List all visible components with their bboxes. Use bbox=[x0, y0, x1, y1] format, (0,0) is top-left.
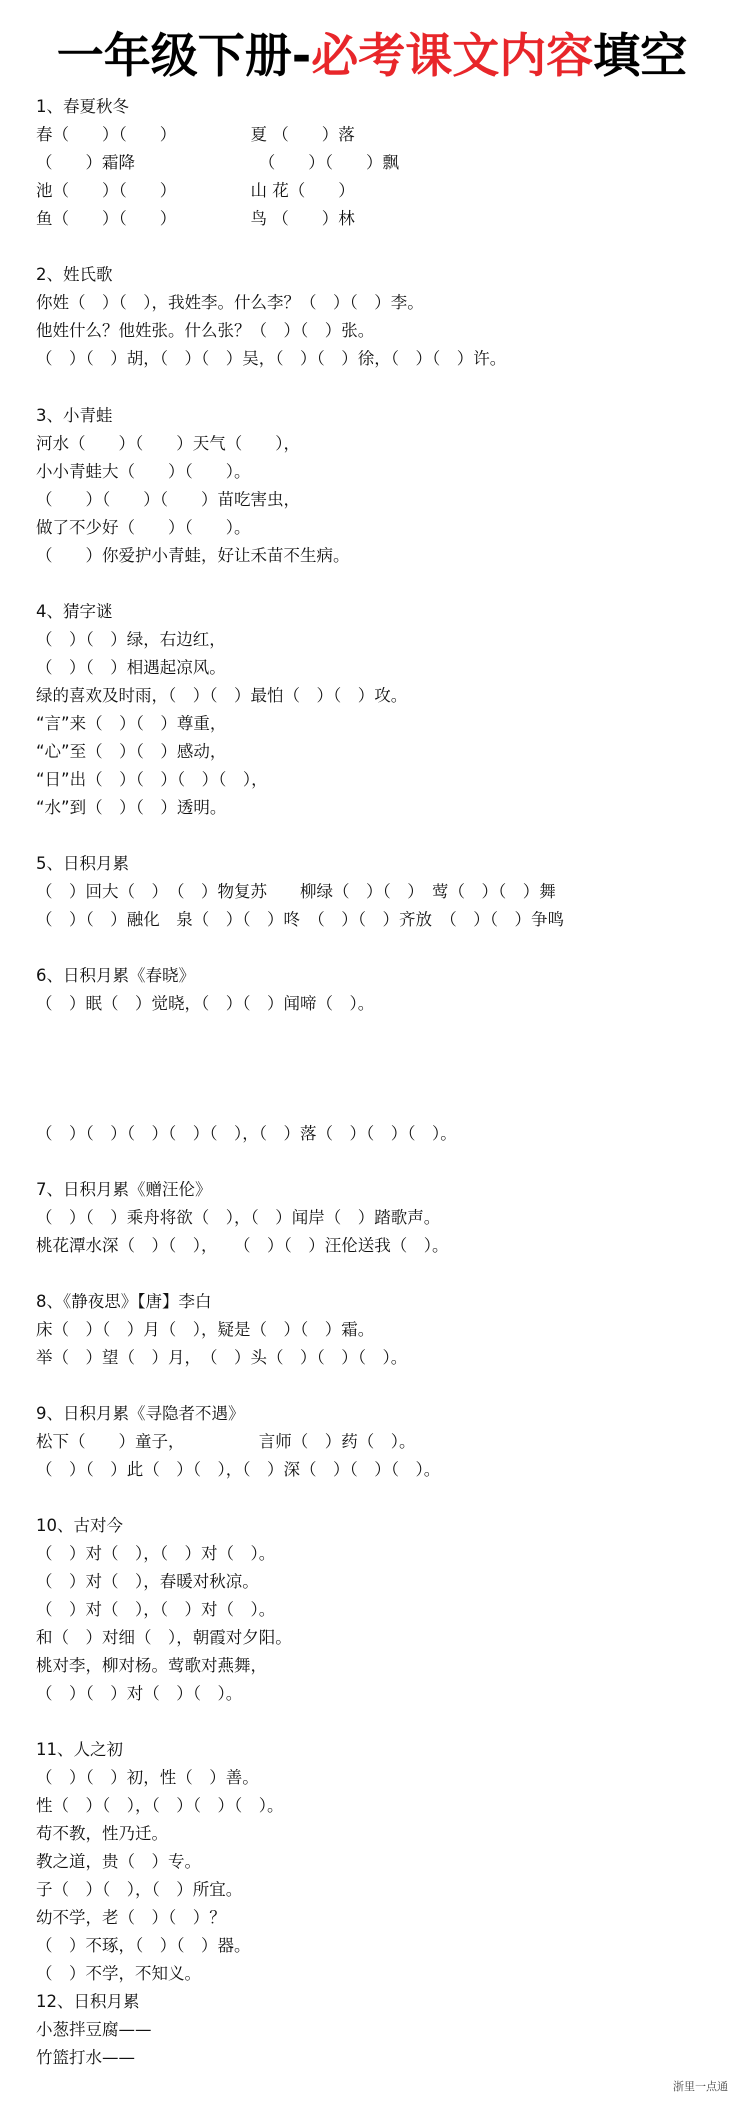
fill-line: （ ）眠（ ）觉晓，（ ）（ ）闻啼（ ）。 bbox=[36, 994, 375, 1013]
fill-line: 小小青蛙大（ ）（ ）。 bbox=[36, 462, 251, 481]
section-heading: 8、《静夜思》【唐】李白 bbox=[36, 1292, 212, 1311]
fill-line: 绿的喜欢及时雨，（ ）（ ）最怕（ ）（ ）攻。 bbox=[36, 686, 408, 705]
section-heading: 3、小青蛙 bbox=[36, 406, 113, 425]
fill-line: 池（ ）（ ） 山 花（ ） bbox=[36, 181, 355, 200]
fill-line: （ ）（ ）对（ ）（ ）。 bbox=[36, 1684, 243, 1703]
fill-line: 你姓（ ）（ ），我姓李。什么李？（ ）（ ）李。 bbox=[36, 293, 424, 312]
section-heading: 6、日积月累《春晓》 bbox=[36, 966, 195, 985]
fill-line: 做了不少好（ ）（ ）。 bbox=[36, 518, 251, 537]
fill-line: （ ）（ ）融化 泉（ ）（ ）咚 （ ）（ ）齐放 （ ）（ ）争鸣 bbox=[36, 910, 564, 929]
fill-line: （ ）（ ）（ ）苗吃害虫， bbox=[36, 490, 300, 509]
fill-line: （ ）（ ）相遇起凉风。 bbox=[36, 658, 226, 677]
fill-line: （ ）（ ）（ ）（ ）（ ），（ ）落（ ）（ ）（ ）。 bbox=[36, 1124, 457, 1143]
fill-line: （ ）（ ）初，性（ ）善。 bbox=[36, 1768, 259, 1787]
fill-line: 教之道，贵（ ）专。 bbox=[36, 1852, 201, 1871]
fill-line: 性（ ）（ ），（ ）（ ）（ ）。 bbox=[36, 1796, 284, 1815]
fill-line: “言”来（ ）（ ）尊重， bbox=[36, 714, 227, 733]
fill-line: （ ）（ ）胡，（ ）（ ）吴，（ ）（ ）徐，（ ）（ ）许。 bbox=[36, 349, 507, 368]
fill-line: 子（ ）（ ），（ ）所宜。 bbox=[36, 1880, 243, 1899]
title-part-fill: 填空 bbox=[593, 29, 688, 84]
page-title bbox=[0, 22, 744, 92]
fill-line: 苟不教，性乃迁。 bbox=[36, 1824, 168, 1843]
fill-line: （ ）对（ ），（ ）对（ ）。 bbox=[36, 1600, 276, 1619]
section-heading: 2、姓氏歌 bbox=[36, 265, 113, 284]
fill-line: （ ）不学，不知义。 bbox=[36, 1964, 201, 1983]
section-heading: 12、日积月累 bbox=[36, 1992, 140, 2011]
fill-line: 举（ ）望（ ）月， （ ）头（ ）（ ）（ ）。 bbox=[36, 1348, 408, 1367]
fill-line: 春（ ）（ ） 夏 （ ）落 bbox=[36, 125, 355, 144]
fill-line: 桃花潭水深（ ）（ ）， （ ）（ ）汪伦送我（ ）。 bbox=[36, 1236, 449, 1255]
fill-line: （ ）对（ ），春暖对秋凉。 bbox=[36, 1572, 259, 1591]
fill-line: 小葱拌豆腐—— bbox=[36, 2020, 152, 2039]
fill-line: （ ）不琢，（ ）（ ）器。 bbox=[36, 1936, 251, 1955]
fill-line: （ ）霜降 （ ）（ ）飘 bbox=[36, 153, 399, 172]
fill-line: 桃对李，柳对杨。莺歌对燕舞， bbox=[36, 1656, 267, 1675]
title-part-highlight: 必考课文内容 bbox=[311, 29, 594, 84]
fill-line: （ ）对（ ），（ ）对（ ）。 bbox=[36, 1544, 276, 1563]
title-part-grade: 一年级下册- bbox=[56, 29, 312, 84]
fill-line: 床（ ）（ ）月（ ），疑是（ ）（ ）霜。 bbox=[36, 1320, 375, 1339]
fill-line: （ ）（ ）此（ ）（ ），（ ）深（ ）（ ）（ ）。 bbox=[36, 1460, 441, 1479]
fill-line: “心”至（ ）（ ）感动， bbox=[36, 742, 227, 761]
fill-line: 河水（ ）（ ）天气（ ）， bbox=[36, 434, 300, 453]
fill-line: “水”到（ ）（ ）透明。 bbox=[36, 798, 227, 817]
fill-line: （ ）回大（ ） （ ）物复苏 柳绿（ ）（ ） 莺（ ）（ ）舞 bbox=[36, 882, 556, 901]
section-heading: 11、人之初 bbox=[36, 1740, 123, 1759]
section-heading: 9、日积月累《寻隐者不遇》 bbox=[36, 1404, 245, 1423]
fill-line: （ ）（ ）乘舟将欲（ ），（ ）闻岸（ ）踏歌声。 bbox=[36, 1208, 441, 1227]
section-heading: 4、猜字谜 bbox=[36, 602, 113, 621]
fill-line: 和（ ）对细（ ），朝霞对夕阳。 bbox=[36, 1628, 292, 1647]
fill-line: 松下（ ）童子， 言师（ ）药（ ）。 bbox=[36, 1432, 416, 1451]
fill-line: 他姓什么？他姓张。什么张？（ ）（ ）张。 bbox=[36, 321, 375, 340]
fill-line: （ ）你爱护小青蛙，好让禾苗不生病。 bbox=[36, 546, 350, 565]
fill-line: 鱼（ ）（ ） 鸟 （ ）林 bbox=[36, 209, 355, 228]
fill-line: 幼不学，老（ ）（ ）？ bbox=[36, 1908, 226, 1927]
section-heading: 10、古对今 bbox=[36, 1516, 123, 1535]
section-heading: 5、日积月累 bbox=[36, 854, 129, 873]
fill-line: “日”出（ ）（ ）（ ）（ ）， bbox=[36, 770, 268, 789]
watermark: 浙里一点通 bbox=[673, 2080, 728, 2093]
fill-line: （ ）（ ）绿，右边红， bbox=[36, 630, 226, 649]
section-heading: 7、日积月累《赠汪伦》 bbox=[36, 1180, 212, 1199]
fill-line: 竹篮打水—— bbox=[36, 2048, 135, 2067]
section-heading: 1、春夏秋冬 bbox=[36, 97, 129, 116]
